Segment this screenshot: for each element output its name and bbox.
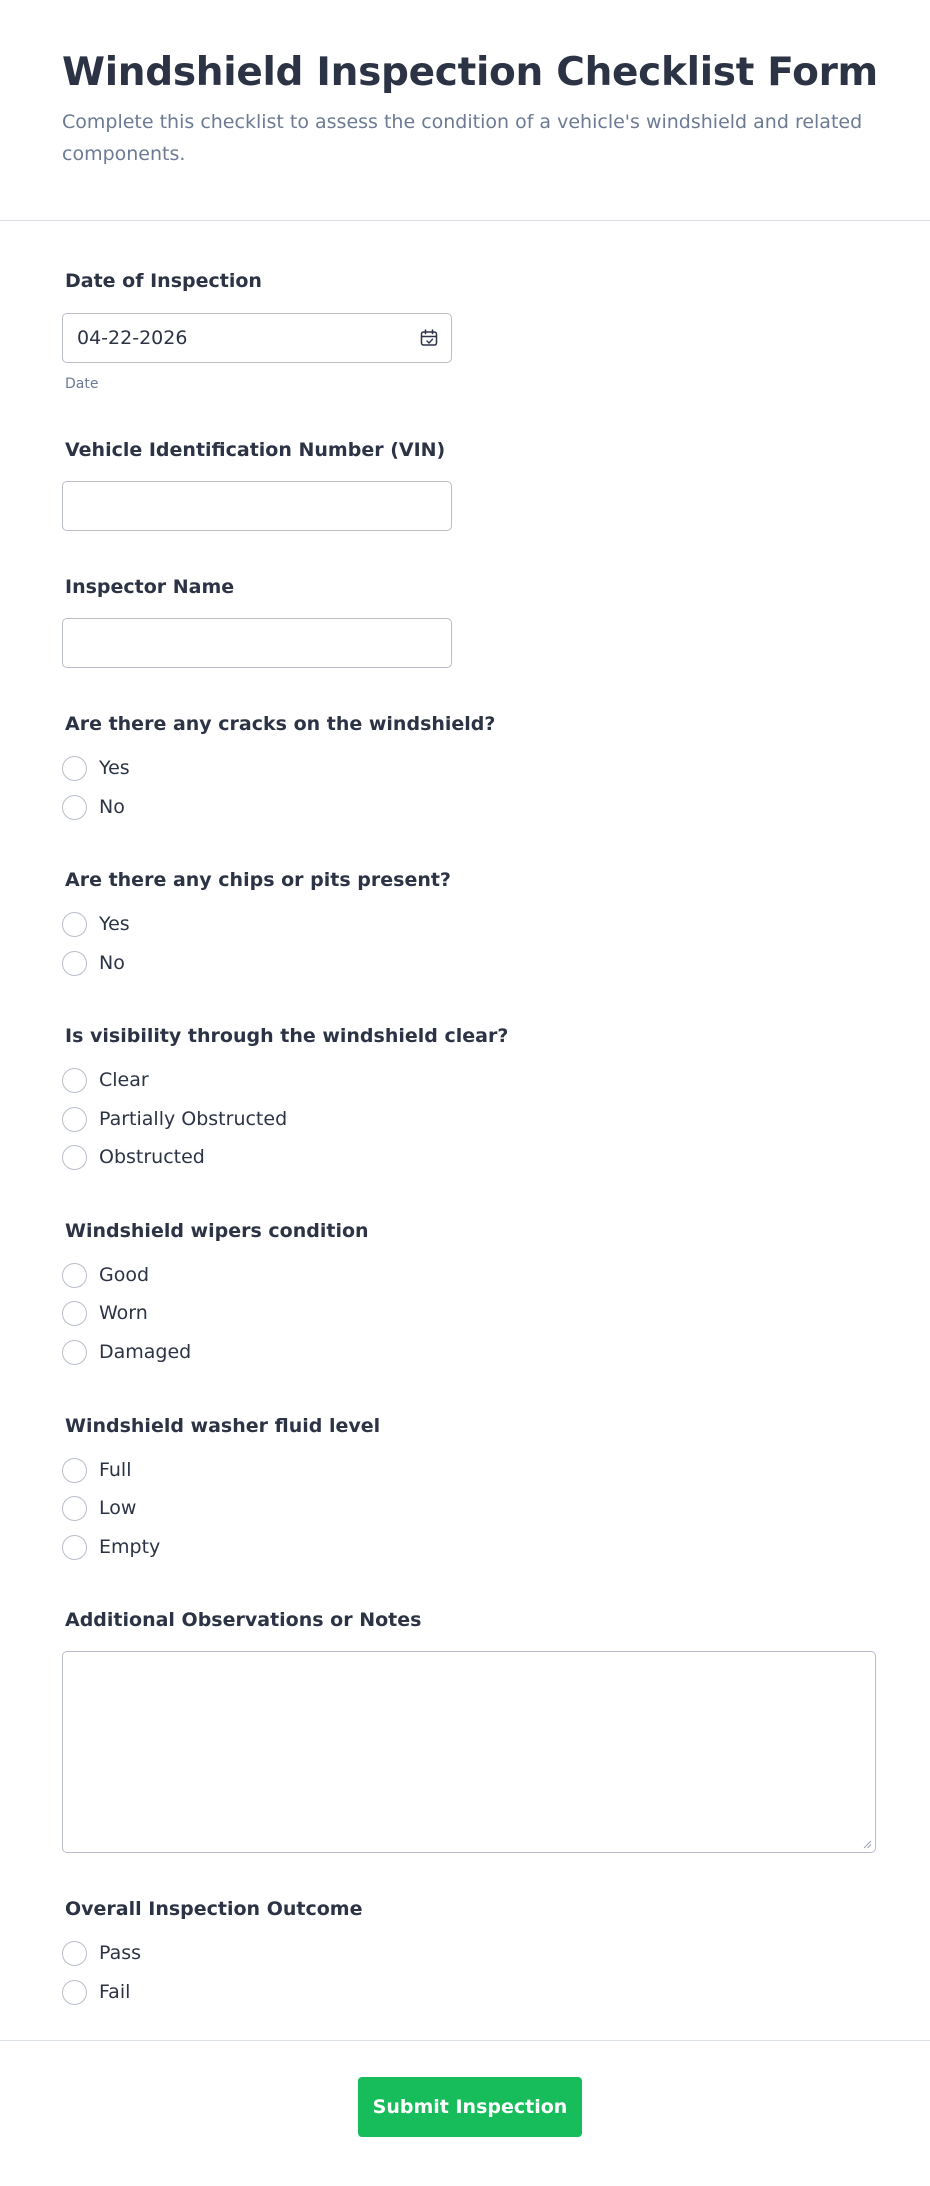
date-of-inspection-label: Date of Inspection — [65, 270, 262, 292]
radio-option-label: Damaged — [99, 1341, 192, 1363]
washer-fluid-option-full[interactable] — [62, 1457, 132, 1483]
radio-option-label: Full — [99, 1459, 132, 1481]
radio-button[interactable] — [62, 795, 87, 820]
form-subtitle: Complete this checklist to assess the condition of a vehicle's windshield and related components. — [62, 111, 863, 165]
radio-button[interactable] — [62, 1263, 87, 1288]
washer-fluid-option-low[interactable] — [62, 1495, 136, 1521]
radio-option-label: Low — [99, 1497, 137, 1519]
radio-option-label: Yes — [99, 757, 130, 779]
radio-option-label: No — [99, 952, 125, 974]
visibility-question-label: Is visibility through the windshield clear? — [65, 1025, 509, 1047]
radio-button[interactable] — [62, 1107, 87, 1132]
radio-option-label: Empty — [99, 1536, 161, 1558]
outcome-option-pass[interactable] — [62, 1940, 141, 1966]
chips-question-label: Are there any chips or pits present? — [65, 869, 451, 891]
wipers-option-good[interactable] — [62, 1262, 149, 1288]
radio-option-label: Worn — [99, 1302, 148, 1324]
outcome-option-fail[interactable] — [62, 1979, 130, 2005]
cracks-option-no[interactable] — [62, 794, 125, 820]
washer-fluid-question-label: Windshield washer fluid level — [65, 1415, 381, 1437]
vin-label: Vehicle Identification Number (VIN) — [65, 439, 446, 461]
outcome-question-label: Overall Inspection Outcome — [65, 1898, 363, 1920]
resize-handle-icon[interactable] — [862, 1839, 872, 1849]
radio-option-label: Yes — [99, 913, 130, 935]
radio-button[interactable] — [62, 1941, 87, 1966]
visibility-option-clear[interactable] — [62, 1067, 149, 1093]
inspector-name-input[interactable] — [62, 618, 452, 668]
chips-option-no[interactable] — [62, 950, 125, 976]
form-title: Windshield Inspection Checklist Form — [62, 50, 878, 95]
wipers-question-label: Windshield wipers condition — [65, 1220, 369, 1242]
notes-textarea[interactable] — [62, 1651, 876, 1853]
radio-button[interactable] — [62, 1068, 87, 1093]
radio-button[interactable] — [62, 1535, 87, 1560]
radio-option-label: Fail — [99, 1981, 131, 2003]
radio-option-label: Clear — [99, 1069, 149, 1091]
visibility-option-partially-obstructed[interactable] — [62, 1106, 287, 1132]
radio-button[interactable] — [62, 1145, 87, 1170]
radio-button[interactable] — [62, 1496, 87, 1521]
calendar-icon[interactable] — [419, 328, 439, 348]
wipers-option-damaged[interactable] — [62, 1339, 191, 1365]
chips-option-yes[interactable] — [62, 911, 130, 937]
radio-button[interactable] — [62, 951, 87, 976]
radio-option-label: Pass — [99, 1942, 142, 1964]
date-sublabel: Date — [65, 376, 99, 392]
form-header — [0, 0, 930, 221]
radio-button[interactable] — [62, 1301, 87, 1326]
visibility-option-obstructed[interactable] — [62, 1144, 205, 1170]
washer-fluid-option-empty[interactable] — [62, 1534, 160, 1560]
radio-button[interactable] — [62, 756, 87, 781]
radio-option-label: Obstructed — [99, 1146, 205, 1168]
radio-option-label: No — [99, 796, 125, 818]
submit-inspection-button[interactable]: Submit Inspection — [358, 2077, 582, 2137]
date-of-inspection-field[interactable] — [62, 313, 452, 363]
vin-input[interactable] — [62, 481, 452, 531]
inspector-name-label: Inspector Name — [65, 576, 235, 598]
radio-button[interactable] — [62, 1980, 87, 2005]
notes-label: Additional Observations or Notes — [65, 1609, 422, 1631]
date-of-inspection-value: 04-22-2026 — [77, 327, 188, 349]
cracks-question-label: Are there any cracks on the windshield? — [65, 713, 496, 735]
radio-button[interactable] — [62, 1340, 87, 1365]
radio-button[interactable] — [62, 1458, 87, 1483]
radio-option-label: Partially Obstructed — [99, 1108, 288, 1130]
wipers-option-worn[interactable] — [62, 1300, 148, 1326]
cracks-option-yes[interactable] — [62, 755, 130, 781]
radio-option-label: Good — [99, 1264, 150, 1286]
radio-button[interactable] — [62, 912, 87, 937]
